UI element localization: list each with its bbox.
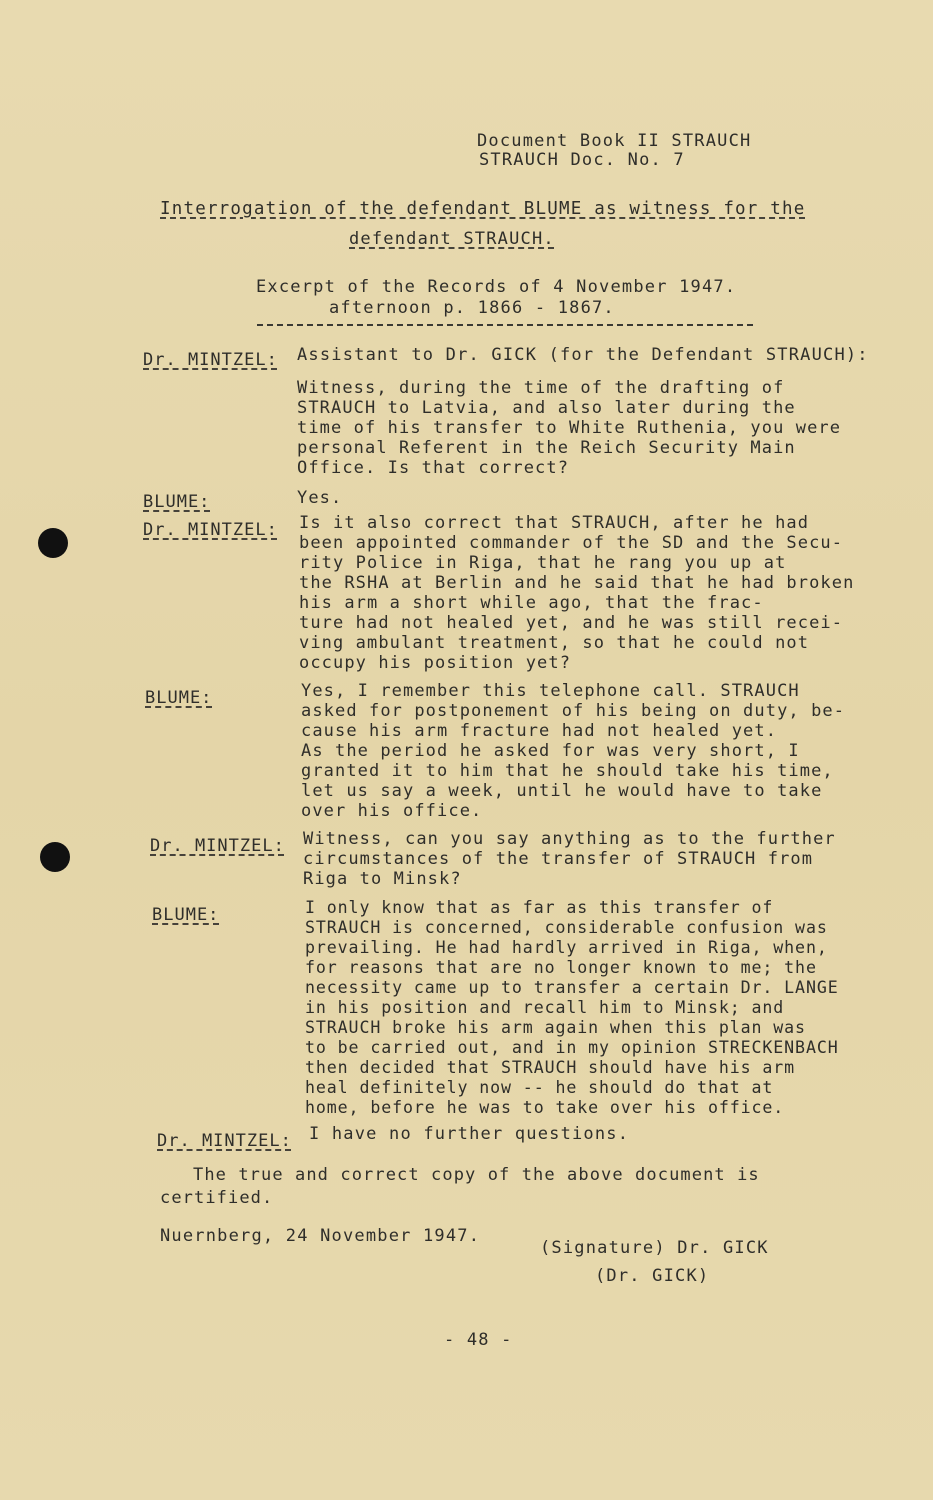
dialogue-text: Is it also correct that STRAUCH, after he had been appointed commander of the SD and the Secu- rity Police in Riga, that he rang you up at the RSHA at Berlin and he said that he had broken his arm a short while ago, that the frac- ture had not healed yet, and he was still recei- ving ambulant treatment, so that he could not occupy his position yet?	[299, 513, 855, 673]
page-number: - 48 -	[444, 1330, 513, 1350]
dialogue-text: Witness, during the time of the drafting of STRAUCH to Latvia, and also later during the time of his transfer to White Ruthenia, you were personal Referent in the Reich Security Main Office. Is that correct?	[297, 378, 842, 478]
excerpt-line-2: afternoon p. 1866 - 1867.	[329, 298, 615, 318]
title-line-2: defendant STRAUCH.	[349, 229, 555, 249]
doc-number: STRAUCH Doc. No. 7	[479, 150, 685, 170]
speaker-label: BLUME:	[152, 905, 220, 925]
dialogue-text: I have no further questions.	[309, 1124, 630, 1144]
title-line-1: Interrogation of the defendant BLUME as witness for the	[160, 199, 806, 219]
certification-text: The true and correct copy of the above document is certified.	[160, 1165, 760, 1208]
divider-rule	[257, 324, 753, 326]
speaker-label: BLUME:	[143, 492, 211, 512]
speaker-role: Assistant to Dr. GICK (for the Defendant STRAUCH):	[297, 345, 869, 365]
dialogue-text: Yes.	[297, 488, 343, 508]
dialogue-text: I only know that as far as this transfer of STRAUCH is concerned, considerable confusion was prevailing. He had hardly arrived in Riga, when, for reasons that are no longer known to me; the necessity came up to transfer a certain Dr. LANGE in his position and recall him to Minsk; and STRAUCH broke his arm again when this plan was to be carried out, and in my opinion STRECKENBACH then decided that STRAUCH should have his arm heal definitely now -- he should do that at home, before he was to take over his office.	[305, 898, 839, 1117]
speaker-label: Dr. MINTZEL:	[143, 520, 278, 540]
speaker-label: BLUME:	[145, 688, 213, 708]
punch-hole	[40, 842, 70, 872]
speaker-label: Dr. MINTZEL:	[157, 1131, 292, 1151]
excerpt-line-1: Excerpt of the Records of 4 November 1947.	[256, 277, 737, 297]
speaker-label: Dr. MINTZEL:	[143, 350, 278, 370]
dialogue-text: Witness, can you say anything as to the further circumstances of the transfer of STRAUCH from Riga to Minsk?	[303, 829, 836, 889]
punch-hole	[38, 528, 68, 558]
signer-name: (Dr. GICK)	[595, 1266, 710, 1286]
place-date: Nuernberg, 24 November 1947.	[160, 1226, 481, 1246]
signature: (Signature) Dr. GICK	[540, 1238, 769, 1258]
speaker-label: Dr. MINTZEL:	[150, 836, 285, 856]
doc-book-label: Document Book II STRAUCH	[477, 131, 752, 151]
dialogue-text: Yes, I remember this telephone call. STRAUCH asked for postponement of his being on duty, be- cause his arm fracture had not healed yet. As the period he asked for was very short, I granted it to him that he should take his time, let us say a week, until he would have to take over his office.	[301, 681, 846, 821]
